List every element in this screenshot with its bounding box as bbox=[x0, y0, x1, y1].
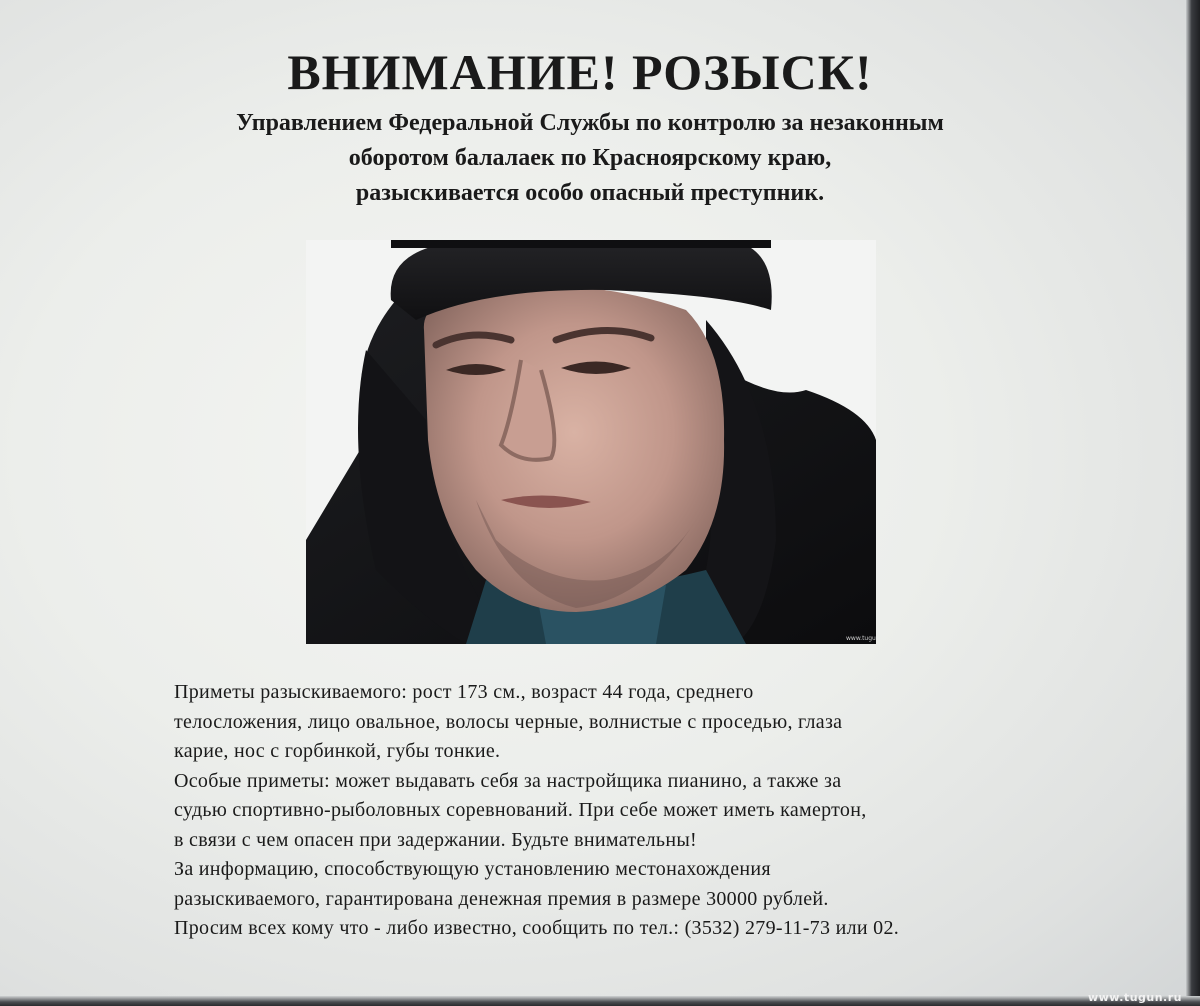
monitor-bezel-right bbox=[1186, 0, 1200, 1006]
poster-title: ВНИМАНИЕ! РОЗЫСК! bbox=[287, 44, 873, 100]
subtitle-line: Управлением Федеральной Службы по контролю за незаконным bbox=[236, 110, 944, 136]
monitor-bezel-bottom bbox=[0, 996, 1200, 1006]
description-line: карие, нос с горбинкой, губы тонкие. bbox=[174, 740, 501, 762]
description-line: разыскиваемого, гарантирована денежная премия в размере 30000 рублей. bbox=[174, 887, 829, 910]
description-line: телосложения, лицо овальное, волосы черные, волнистые с проседью, глаза bbox=[174, 710, 843, 733]
description-line: Просим всех кому что - либо известно, сообщить по тел.: (3532) 279-11-73 или 02. bbox=[174, 917, 900, 939]
subtitle-line: разыскивается особо опасный преступник. bbox=[355, 180, 825, 206]
site-watermark: www.tugun.ru bbox=[1087, 991, 1182, 1004]
suspect-description bbox=[174, 678, 1104, 944]
description-line: За информацию, способствующую установлению местонахождения bbox=[174, 858, 771, 880]
svg-text:www.tugu: www.tugu bbox=[846, 635, 876, 642]
description-line: Особые приметы: может выдавать себя за настройщика пианино, а также за bbox=[174, 769, 842, 792]
subtitle-line: оборотом балалаек по Красноярскому краю, bbox=[348, 145, 832, 171]
description-line: Приметы разыскиваемого: рост 173 см., возраст 44 года, среднего bbox=[174, 681, 754, 703]
description-line: судью спортивно-рыболовных соревнований. При себе может иметь камертон, bbox=[174, 799, 867, 821]
description-line: в связи с чем опасен при задержании. Будьте внимательны! bbox=[174, 828, 698, 851]
poster-subtitle bbox=[140, 106, 1040, 211]
suspect-photo bbox=[306, 240, 876, 644]
